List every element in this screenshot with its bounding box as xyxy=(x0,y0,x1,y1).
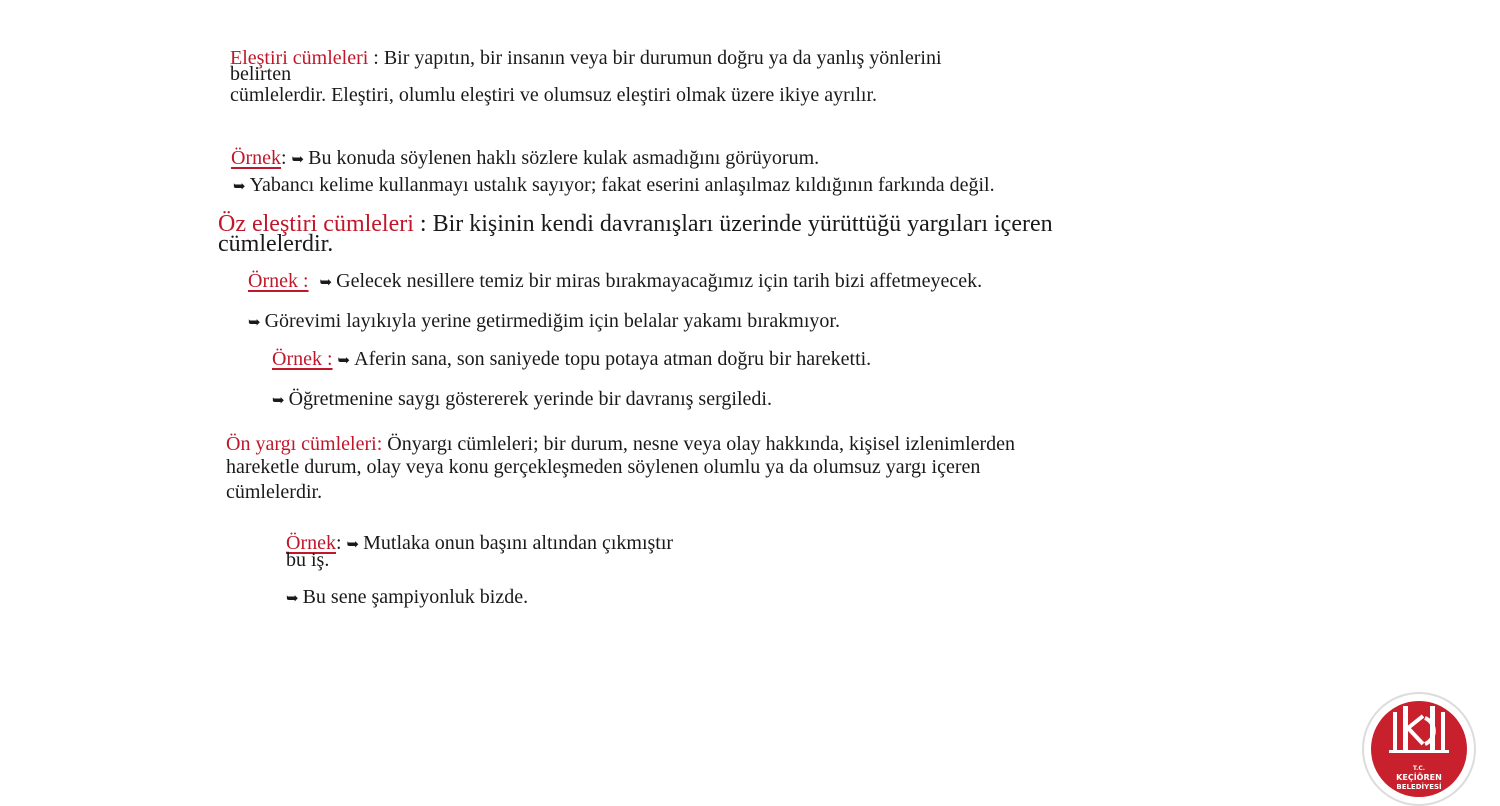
example-label: Örnek : xyxy=(272,348,333,370)
prejudice-def-line2: hareketle durum, olay veya konu gerçekleşmeden söylenen olumlu ya da olumsuz yargı içeren xyxy=(226,456,981,478)
example-text: Gelecek nesillere temiz bir miras bırakmayacağımız için tarih bizi affetmeyecek. xyxy=(336,270,983,292)
praise-example-2 xyxy=(272,388,772,411)
example-text: Görevimi layıkıyla yerine getirmediğim için belalar yakamı bırakmıyor. xyxy=(264,310,840,332)
logo-line1: T.C. xyxy=(1412,765,1426,772)
self-criticism-example-1 xyxy=(248,270,982,293)
self-criticism-def-line1: : Bir kişinin kendi davranışları üzerinde yürüttüğü yargıları içeren xyxy=(413,211,1053,237)
bullet-arrow-icon: ➥ xyxy=(291,150,305,168)
kecioren-municipality-logo xyxy=(1362,692,1478,800)
example-label: Örnek : xyxy=(248,270,309,292)
example-text: Bu sene şampiyonluk bizde. xyxy=(302,586,529,608)
example-label: Örnek xyxy=(286,532,336,554)
prejudice-definition xyxy=(226,433,1015,504)
prejudice-term: Ön yargı cümleleri: xyxy=(226,433,383,455)
prejudice-def-line1: Önyargı cümleleri; bir durum, nesne veya olay hakkında, kişisel izlenimlerden xyxy=(382,433,1016,455)
example-text: Bu konuda söylenen haklı sözlere kulak asmadığını görüyorum. xyxy=(308,147,820,169)
example-colon: : xyxy=(280,147,287,169)
criticism-example-2 xyxy=(233,174,995,197)
criticism-def-line2: belirten xyxy=(230,63,292,85)
example-colon: : xyxy=(335,532,342,554)
example-text-cont: bu iş. xyxy=(286,549,330,571)
self-criticism-example-2 xyxy=(248,310,840,333)
criticism-example-1 xyxy=(231,147,819,170)
self-criticism-definition xyxy=(218,211,1053,257)
bullet-arrow-icon: ➥ xyxy=(337,351,351,369)
bullet-arrow-icon: ➥ xyxy=(233,177,246,195)
criticism-term: Eleştiri cümleleri xyxy=(230,47,369,69)
criticism-def-line1: : Bir yapıtın, bir insanın veya bir durumun doğru ya da yanlış yönlerini xyxy=(368,47,942,69)
example-label: Örnek xyxy=(231,147,281,169)
bullet-arrow-icon: ➥ xyxy=(319,273,333,291)
prejudice-def-line3: cümlelerdir. xyxy=(226,481,323,503)
logo-line2: KEÇİÖREN xyxy=(1396,773,1442,782)
bullet-arrow-icon: ➥ xyxy=(346,535,360,553)
praise-example-1 xyxy=(272,348,871,371)
example-text: Yabancı kelime kullanmayı ustalık sayıyor; fakat eserini anlaşılmaz kıldığının farkında değil. xyxy=(249,174,995,196)
criticism-def-line3: cümlelerdir. Eleştiri, olumlu eleştiri ve olumsuz eleştiri olmak üzere ikiye ayrılır. xyxy=(230,84,878,106)
example-text: Öğretmenine saygı göstererek yerinde bir davranış sergiledi. xyxy=(288,388,772,410)
prejudice-example-2 xyxy=(286,586,528,609)
prejudice-example-1 xyxy=(286,532,674,571)
logo-line3: BELEDİYESİ xyxy=(1396,783,1442,791)
criticism-definition xyxy=(230,47,942,85)
example-text: Mutlaka onun başını altından çıkmıştır xyxy=(363,532,674,554)
logo-emblem-icon xyxy=(1387,702,1451,762)
bullet-arrow-icon: ➥ xyxy=(248,313,261,331)
self-criticism-term: Öz eleştiri cümleleri xyxy=(218,211,414,237)
bullet-arrow-icon: ➥ xyxy=(272,391,285,409)
self-criticism-def-line2: cümlelerdir. xyxy=(218,231,334,257)
bullet-arrow-icon: ➥ xyxy=(286,589,299,607)
example-text: Aferin sana, son saniyede topu potaya atman doğru bir hareketti. xyxy=(354,348,872,370)
